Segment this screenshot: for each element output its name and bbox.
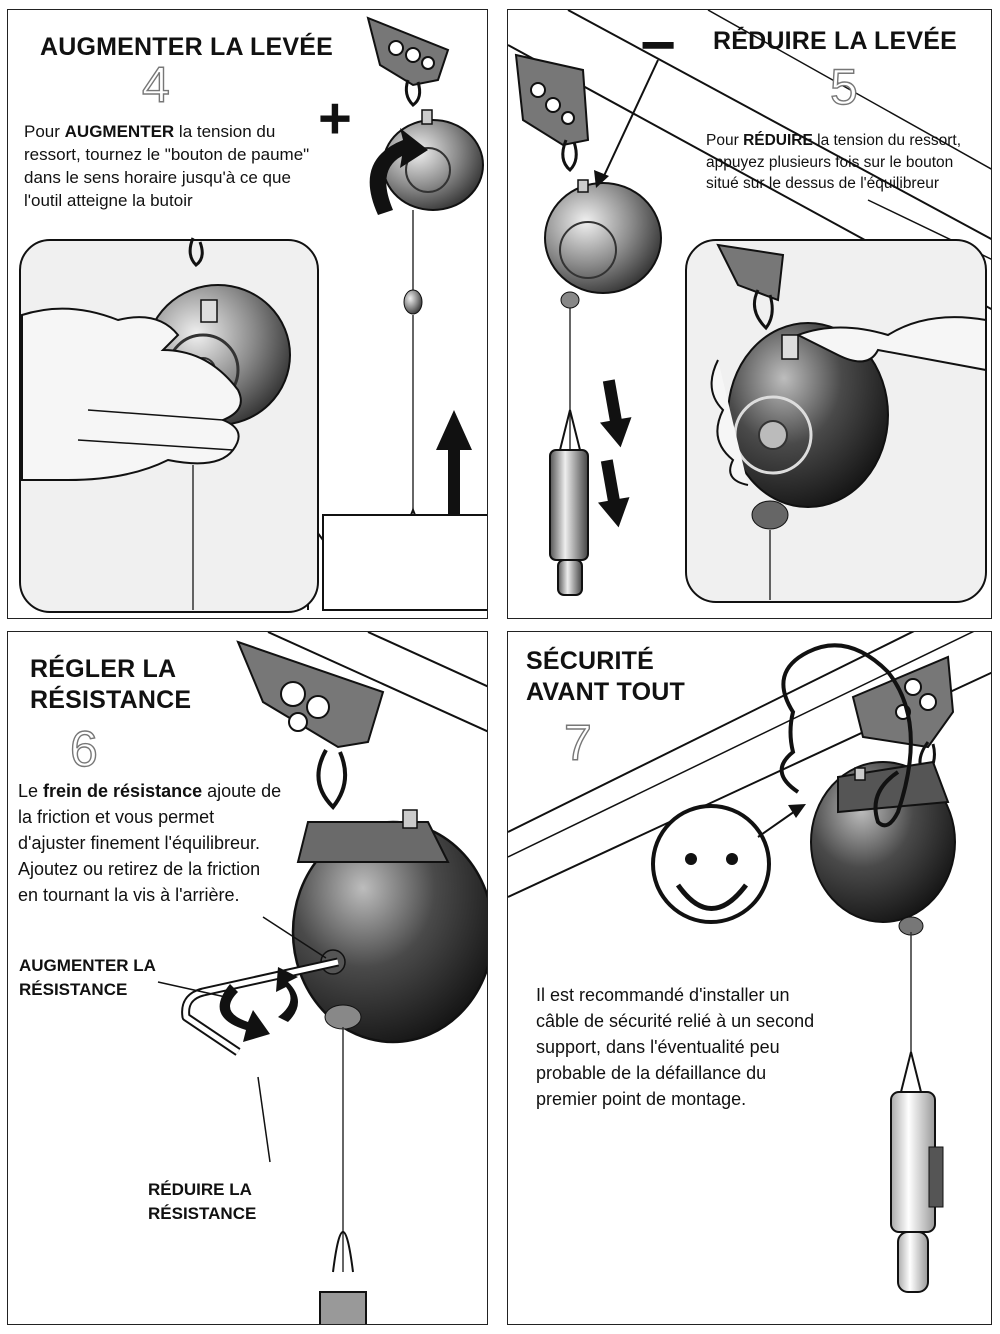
instruction-keyword: frein de résistance <box>43 781 203 801</box>
step-number: 4 <box>142 57 170 113</box>
panel-reduire-levee <box>507 9 992 619</box>
panel-title-line1: RÉGLER LA <box>30 655 177 683</box>
step-number: 7 <box>564 715 592 771</box>
instruction-keyword: RÉDUIRE <box>743 132 813 149</box>
illustration-reduce-lift <box>508 10 992 619</box>
label-reduce-line1: RÉDUIRE LA <box>148 1180 252 1199</box>
panel-instruction <box>706 130 974 195</box>
label-increase-line2: RÉSISTANCE <box>19 980 128 999</box>
panel-title-line2: RÉSISTANCE <box>30 686 192 714</box>
panel-title: AUGMENTER LA LEVÉE <box>40 33 333 61</box>
instruction-keyword: AUGMENTER <box>64 122 175 141</box>
panel-title-line1: SÉCURITÉ <box>526 647 655 675</box>
panel-securite <box>507 631 992 1325</box>
instruction-prefix: Le <box>18 781 44 801</box>
instruction-text: la tension du ressort, tournez le "bouton de paume" dans le sens horaire jusqu'à ce que l'outil atteigne la butoir <box>24 122 310 210</box>
illustration-increase-lift <box>8 10 488 619</box>
label-reduce-line2: RÉSISTANCE <box>148 1204 257 1223</box>
instruction-text: ajoute de la friction et vous permet d'ajuster finement l'équilibreur. Ajoutez ou retirez de la friction en tournant la vis à l'arrière. <box>18 781 282 905</box>
panel-title-line2: AVANT TOUT <box>526 678 685 706</box>
panel-title <box>526 646 685 708</box>
plus-icon: + <box>318 86 352 151</box>
panel-instruction: Il est recommandé d'installer un câble de sécurité relié à un second support, dans l'éventualité peu probable de la défaillance du premier point de montage. <box>536 985 815 1109</box>
minus-icon: − <box>640 11 677 80</box>
panel-title: RÉDUIRE LA LEVÉE <box>713 27 957 55</box>
label-increase-line1: AUGMENTER LA <box>19 956 156 975</box>
panel-augmenter-levee <box>7 9 488 619</box>
panel-regler-resistance <box>7 631 488 1325</box>
label-reduce-resistance <box>148 1178 256 1226</box>
step-number: 6 <box>70 721 98 777</box>
instruction-prefix: Pour <box>24 122 65 141</box>
label-increase-resistance <box>19 954 156 1002</box>
step-number: 5 <box>830 59 858 115</box>
panel-instruction <box>18 778 283 908</box>
instruction-prefix: Pour <box>706 132 744 149</box>
instruction-text: la tension du ressort, appuyez plusieurs fois sur le bouton situé sur le dessus de l'équilibreur <box>706 132 962 192</box>
panel-instruction <box>24 120 324 212</box>
panel-title <box>30 654 191 716</box>
